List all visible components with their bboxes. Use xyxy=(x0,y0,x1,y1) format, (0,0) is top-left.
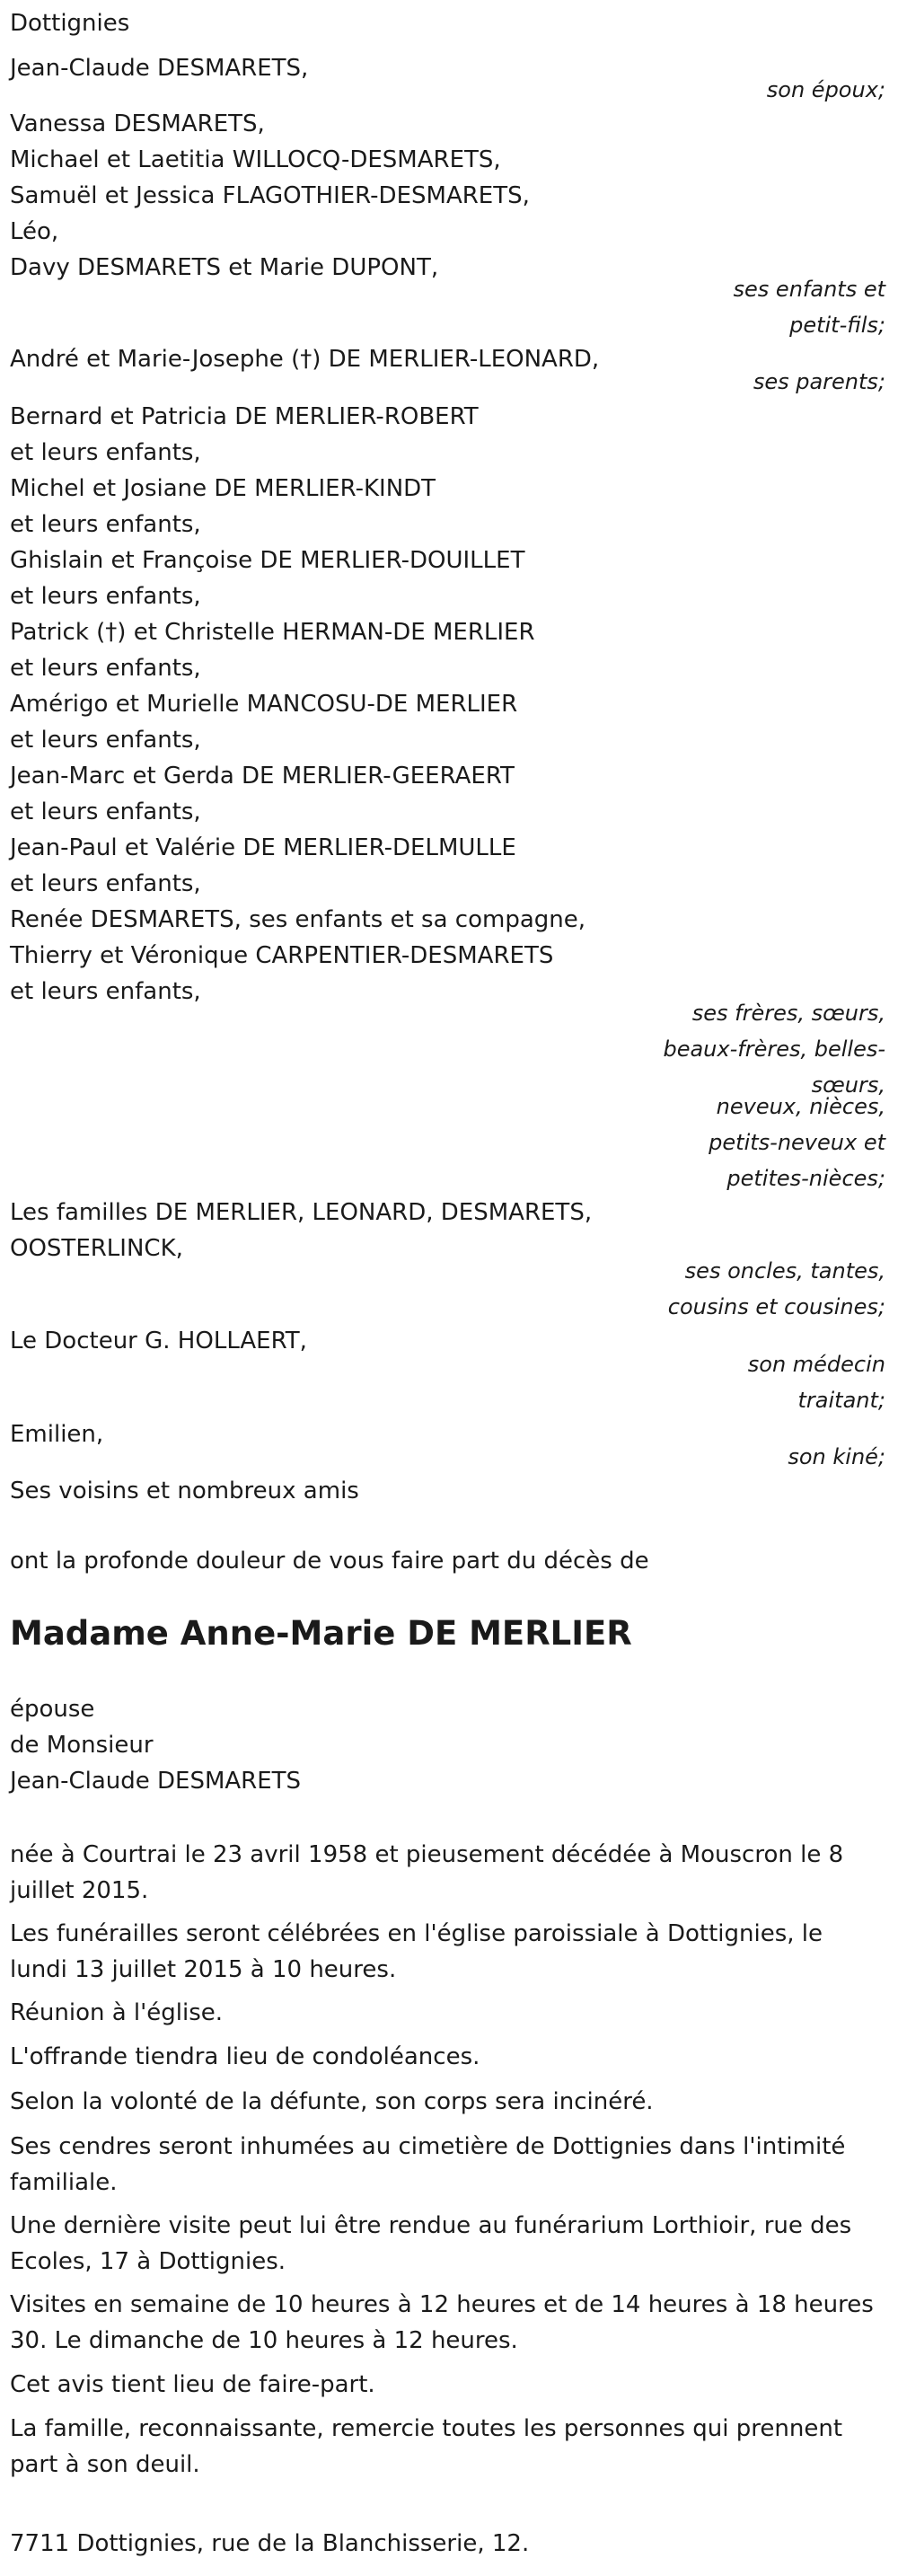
relation-label: son époux; xyxy=(766,77,885,102)
mourner-line: Amérigo et Murielle MANCOSU-DE MERLIER xyxy=(10,691,518,718)
spouse-line: de Monsieur xyxy=(10,1732,154,1759)
relation-label: petites-nièces; xyxy=(726,1166,885,1191)
mourner-line: Ghislain et Françoise DE MERLIER-DOUILLET xyxy=(10,547,525,574)
mourner-line: Jean-Paul et Valérie DE MERLIER-DELMULLE xyxy=(10,834,516,861)
mourner-line: André et Marie-Josephe (†) DE MERLIER-LEONARD, xyxy=(10,346,600,373)
relation-label: son kiné; xyxy=(788,1444,885,1469)
detail-line: familiale. xyxy=(10,2169,118,2196)
relation-label: petits-neveux et xyxy=(709,1130,885,1155)
deceased-name: Madame Anne-Marie DE MERLIER xyxy=(10,1614,632,1653)
detail-line: L'offrande tiendra lieu de condoléances. xyxy=(10,2043,480,2070)
mourner-line: et leurs enfants, xyxy=(10,439,201,466)
mourner-line: Bernard et Patricia DE MERLIER-ROBERT xyxy=(10,403,479,430)
detail-line: Cet avis tient lieu de faire-part. xyxy=(10,2371,375,2398)
mourner-line: et leurs enfants, xyxy=(10,870,201,897)
address: 7711 Dottignies, rue de la Blanchisserie, 12. xyxy=(10,2530,530,2557)
mourner-line: Jean-Claude DESMARETS, xyxy=(10,55,309,82)
detail-line: Les funérailles seront célébrées en l'église paroissiale à Dottignies, le xyxy=(10,1920,823,1947)
mourner-line: et leurs enfants, xyxy=(10,798,201,825)
mourner-line: Les familles DE MERLIER, LEONARD, DESMARETS, xyxy=(10,1199,593,1226)
detail-line: 30. Le dimanche de 10 heures à 12 heures. xyxy=(10,2327,518,2354)
detail-line: Ecoles, 17 à Dottignies. xyxy=(10,2248,286,2275)
mourner-line: Jean-Marc et Gerda DE MERLIER-GEERAERT xyxy=(10,763,515,790)
detail-line: lundi 13 juillet 2015 à 10 heures. xyxy=(10,1956,397,1983)
mourner-line: et leurs enfants, xyxy=(10,978,201,1005)
mourner-line: et leurs enfants, xyxy=(10,655,201,682)
detail-line: Réunion à l'église. xyxy=(10,1999,224,2026)
detail-line: Visites en semaine de 10 heures à 12 heures et de 14 heures à 18 heures xyxy=(10,2291,874,2318)
detail-line: La famille, reconnaissante, remercie toutes les personnes qui prennent xyxy=(10,2415,843,2442)
detail-line: Une dernière visite peut lui être rendue au funérarium Lorthioir, rue des xyxy=(10,2212,852,2239)
mourner-line: Samuël et Jessica FLAGOTHIER-DESMARETS, xyxy=(10,182,530,209)
mourner-line: Ses voisins et nombreux amis xyxy=(10,1478,359,1504)
heading-location: Dottignies xyxy=(10,10,130,37)
relation-label: ses parents; xyxy=(753,369,885,394)
relation-label: neveux, nièces, xyxy=(716,1094,885,1119)
mourner-line: et leurs enfants, xyxy=(10,727,201,754)
relation-label: petit-fils; xyxy=(789,313,885,338)
mourner-line: Vanessa DESMARETS, xyxy=(10,110,265,137)
mourner-line: OOSTERLINCK, xyxy=(10,1235,183,1262)
spouse-line: Jean-Claude DESMARETS xyxy=(10,1768,302,1795)
mourner-line: Davy DESMARETS et Marie DUPONT, xyxy=(10,254,439,281)
relation-label: ses oncles, tantes, xyxy=(684,1258,885,1284)
mourner-line: Michael et Laetitia WILLOCQ-DESMARETS, xyxy=(10,146,501,173)
detail-line: part à son deuil. xyxy=(10,2451,200,2478)
detail-line: Selon la volonté de la défunte, son corps sera incinéré. xyxy=(10,2088,654,2115)
mourner-line: Michel et Josiane DE MERLIER-KINDT xyxy=(10,475,436,502)
mourner-line: Thierry et Véronique CARPENTIER-DESMARETS xyxy=(10,942,554,969)
mourner-line: et leurs enfants, xyxy=(10,511,201,538)
relation-label: cousins et cousines; xyxy=(667,1294,885,1319)
mourner-line: Le Docteur G. HOLLAERT, xyxy=(10,1328,307,1354)
mourner-line: et leurs enfants, xyxy=(10,583,201,610)
spouse-line: épouse xyxy=(10,1696,95,1723)
relation-label: ses enfants et xyxy=(733,277,885,302)
detail-line: juillet 2015. xyxy=(10,1877,149,1904)
mourner-line: Renée DESMARETS, ses enfants et sa compagne, xyxy=(10,906,586,933)
relation-label: beaux-frères, belles- xyxy=(663,1037,885,1062)
detail-line: née à Courtrai le 23 avril 1958 et pieusement décédée à Mouscron le 8 xyxy=(10,1841,844,1868)
announcement: ont la profonde douleur de vous faire part du décès de xyxy=(10,1548,649,1575)
detail-line: Ses cendres seront inhumées au cimetière de Dottignies dans l'intimité xyxy=(10,2133,846,2160)
mourner-line: Emilien, xyxy=(10,1421,104,1448)
mourner-line: Patrick (†) et Christelle HERMAN-DE MERLIER xyxy=(10,619,535,646)
relation-label: sœurs, xyxy=(811,1072,885,1098)
relation-label: traitant; xyxy=(797,1388,885,1413)
relation-label: ses frères, sœurs, xyxy=(691,1001,885,1026)
relation-label: son médecin xyxy=(747,1352,885,1377)
mourner-line: Léo, xyxy=(10,218,59,245)
